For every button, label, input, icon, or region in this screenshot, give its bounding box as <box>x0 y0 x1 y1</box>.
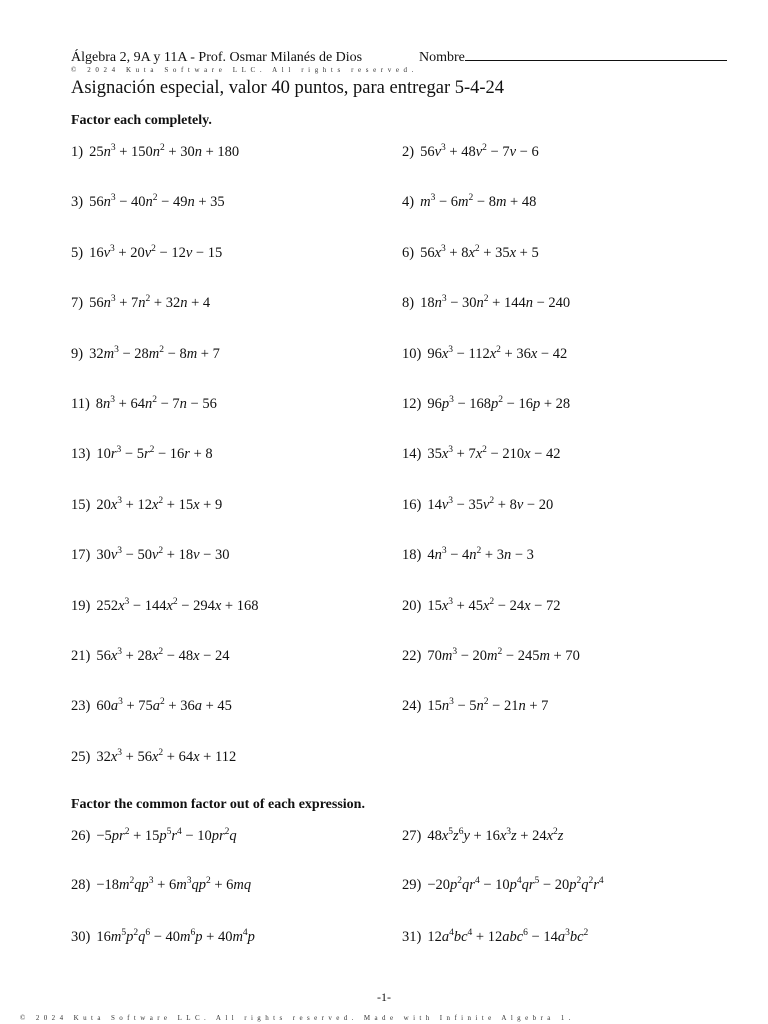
problem-expression: $25n^3 + 150n^2 + 30n + 180$ <box>89 143 240 160</box>
problem-expression: $m^3 - 6m^2 - 8m + 48$ <box>420 193 537 211</box>
assignment-title: Asignación especial, valor 40 puntos, para entregar 5-4-24 <box>71 78 505 98</box>
problem-number: 30) <box>71 929 91 945</box>
problem-expression: $15x^3 + 45x^2 - 24x - 72$ <box>427 596 561 614</box>
problem-expression: $32x^3 + 56x^2 + 64x + 112$ <box>96 747 237 765</box>
problem-expression: $20x^3 + 12x^2 + 15x + 9$ <box>96 495 223 513</box>
problem-number: 1) <box>71 144 84 160</box>
problem-number: 16) <box>402 496 422 513</box>
problem-expression: $252x^3 - 144x^2 - 294x + 168$ <box>96 596 259 614</box>
problem-number: 22) <box>402 648 422 664</box>
name-blank-line[interactable] <box>465 47 727 61</box>
problem-4 <box>402 194 536 211</box>
problem-number: 5) <box>71 244 84 261</box>
problem-28 <box>71 877 251 894</box>
copyright-top: © 2024 Kuta Software LLC. All rights reserved. <box>71 66 418 74</box>
page-number: -1- <box>377 990 391 1004</box>
problem-17 <box>71 547 229 564</box>
problem-14 <box>402 446 560 463</box>
problem-number: 6) <box>402 244 415 261</box>
problem-number: 13) <box>71 446 91 463</box>
problem-expression: $12a^4bc^4 + 12abc^6 - 14a^3bc^2$ <box>427 928 589 945</box>
problem-number: 4) <box>402 194 415 211</box>
problem-11 <box>71 396 217 413</box>
problem-expression: $56x^3 + 28x^2 - 48x - 24$ <box>96 647 230 664</box>
problem-number: 29) <box>402 877 422 893</box>
problem-number: 15) <box>71 496 91 513</box>
problem-6 <box>402 245 539 262</box>
problem-number: 11) <box>71 396 90 412</box>
problem-number: 3) <box>71 194 84 211</box>
copyright-bottom: © 2024 Kuta Software LLC. All rights reserved. Made with Infinite Algebra 1. <box>20 1014 575 1022</box>
problem-expression: $56n^3 + 7n^2 + 32n + 4$ <box>89 294 211 312</box>
problem-15 <box>71 497 222 514</box>
problem-1 <box>71 144 239 161</box>
problem-16 <box>402 497 553 514</box>
problem-18 <box>402 547 534 564</box>
course-title: Álgebra 2, 9A y 11A - Prof. Osmar Milanés de Dios <box>71 50 363 65</box>
problem-expression: $-18m^2qp^3 + 6m^3qp^2 + 6mq$ <box>96 876 252 893</box>
problem-expression: $96x^3 - 112x^2 + 36x - 42$ <box>427 344 568 362</box>
problem-number: 7) <box>71 295 84 312</box>
problem-expression: $30v^3 - 50v^2 + 18v - 30$ <box>96 546 230 564</box>
problem-number: 24) <box>402 698 422 715</box>
problem-expression: $35x^3 + 7x^2 - 210x - 42$ <box>427 445 561 463</box>
problem-25 <box>71 749 236 766</box>
section-heading-common-factor: Factor the common factor out of each expression. <box>71 797 365 812</box>
problem-31 <box>402 929 588 946</box>
problem-30 <box>71 929 255 946</box>
problem-29 <box>402 877 604 894</box>
problem-number: 14) <box>402 446 422 463</box>
problem-number: 9) <box>71 345 84 362</box>
problem-10 <box>402 346 567 363</box>
problem-26 <box>71 828 237 845</box>
problem-expression: $60a^3 + 75a^2 + 36a + 45$ <box>96 697 232 715</box>
problem-expression: $56x^3 + 8x^2 + 35x + 5$ <box>420 243 539 261</box>
problem-20 <box>402 598 560 615</box>
problem-number: 8) <box>402 295 415 312</box>
problem-2 <box>402 144 539 161</box>
problem-expression: $-5pr^2 + 15p^5r^4 - 10pr^2q$ <box>96 827 237 844</box>
section-heading-factor-completely: Factor each completely. <box>71 113 212 128</box>
problem-expression: $8n^3 + 64n^2 - 7n - 56$ <box>95 395 217 412</box>
problem-expression: $56n^3 - 40n^2 - 49n + 35$ <box>89 193 225 211</box>
header-line <box>71 47 736 66</box>
problem-expression: $32m^3 - 28m^2 - 8m + 7$ <box>89 344 220 362</box>
problem-number: 17) <box>71 547 91 564</box>
problem-number: 19) <box>71 597 91 614</box>
problem-number: 23) <box>71 698 91 715</box>
problem-expression: $10r^3 - 5r^2 - 16r + 8$ <box>96 445 213 463</box>
problem-number: 18) <box>402 547 422 564</box>
problem-number: 2) <box>402 144 415 160</box>
problem-number: 12) <box>402 396 422 412</box>
problem-21 <box>71 648 229 665</box>
problem-number: 25) <box>71 748 91 765</box>
problem-expression: $4n^3 - 4n^2 + 3n - 3$ <box>427 546 534 564</box>
problem-23 <box>71 698 232 715</box>
problem-number: 21) <box>71 648 91 664</box>
problem-22 <box>402 648 580 665</box>
problem-expression: $16v^3 + 20v^2 - 12v - 15$ <box>89 243 223 261</box>
problem-19 <box>71 598 258 615</box>
problem-expression: $15n^3 - 5n^2 - 21n + 7$ <box>427 697 549 715</box>
problem-number: 20) <box>402 597 422 614</box>
problem-number: 10) <box>402 345 422 362</box>
name-label: Nombre <box>419 50 465 65</box>
problem-expression: $48x^5z^6y + 16x^3z + 24x^2z$ <box>427 827 564 844</box>
problem-7 <box>71 295 210 312</box>
problem-expression: $-20p^2qr^4 - 10p^4qr^5 - 20p^2q^2r^4$ <box>427 876 604 893</box>
problem-24 <box>402 698 548 715</box>
problem-expression: $56v^3 + 48v^2 - 7v - 6$ <box>420 143 539 160</box>
problem-27 <box>402 828 563 845</box>
problem-9 <box>71 346 220 363</box>
problem-8 <box>402 295 570 312</box>
problem-expression: $14v^3 - 35v^2 + 8v - 20$ <box>427 495 554 513</box>
problem-expression: $16m^5p^2q^6 - 40m^6p + 40m^4p$ <box>96 928 255 945</box>
problem-13 <box>71 446 213 463</box>
problem-12 <box>402 396 570 413</box>
problem-number: 27) <box>402 828 422 844</box>
problem-number: 31) <box>402 929 422 945</box>
problem-number: 26) <box>71 828 91 844</box>
problem-3 <box>71 194 225 211</box>
problem-expression: $18n^3 - 30n^2 + 144n - 240$ <box>420 294 571 312</box>
problem-expression: $96p^3 - 168p^2 - 16p + 28$ <box>427 395 571 412</box>
problem-5 <box>71 245 222 262</box>
problem-number: 28) <box>71 877 91 893</box>
problem-expression: $70m^3 - 20m^2 - 245m + 70$ <box>427 647 580 664</box>
